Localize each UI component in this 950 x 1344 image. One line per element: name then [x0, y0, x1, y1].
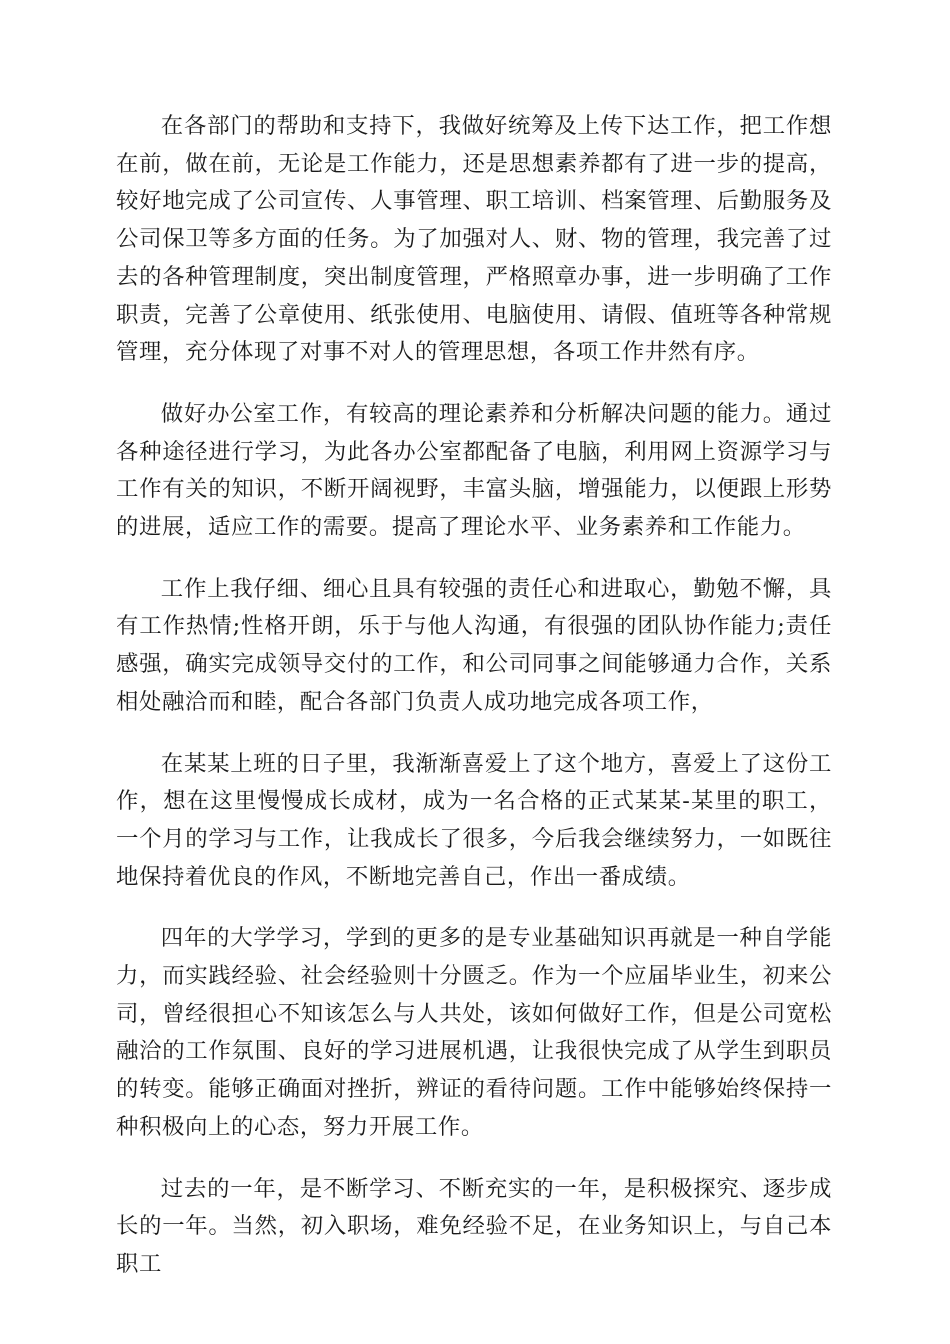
paragraph-1: 在各部门的帮助和支持下，我做好统筹及上传下达工作，把工作想在前，做在前，无论是工作能力，还是思想素养都有了进一步的提高，较好地完成了公司宣传、人事管理、职工培训、档案管理、后勤服务及公司保卫等多方面的任务。为了加强对人、财、物的管理，我完善了过去的各种管理制度，突出制度管理，严格照章办事，进一步明确了工作职责，完善了公章使用、纸张使用、电脑使用、请假、值班等各种常规管理，充分体现了对事不对人的管理思想，各项工作井然有序。: [116, 113, 832, 366]
document-body: [116, 108, 832, 1308]
paragraph-4: 在某某上班的日子里，我渐渐喜爱上了这个地方，喜爱上了这份工作，想在这里慢慢成长成材，成为一名合格的正式某某-某里的职工，一个月的学习与工作，让我成长了很多，今后我会继续努力，一如既往地保持着优良的作风，不断地完善自己，作出一番成绩。: [116, 750, 832, 890]
paragraph-3: 工作上我仔细、细心且具有较强的责任心和进取心，勤勉不懈，具有工作热情;性格开朗，乐于与他人沟通，有很强的团队协作能力;责任感强，确实完成领导交付的工作，和公司同事之间能够通力合作，关系相处融洽而和睦，配合各部门负责人成功地完成各项工作，: [116, 575, 832, 715]
paragraph-5: 四年的大学学习，学到的更多的是专业基础知识再就是一种自学能力，而实践经验、社会经验则十分匮乏。作为一个应届毕业生，初来公司，曾经很担心不知该怎么与人共处，该如何做好工作，但是公司宽松融洽的工作氛围、良好的学习进展机遇，让我很快完成了从学生到职员的转变。能够正确面对挫折，辨证的看待问题。工作中能够始终保持一种积极向上的心态，努力开展工作。: [116, 925, 832, 1140]
paragraph-2: 做好办公室工作，有较高的理论素养和分析解决问题的能力。通过各种途径进行学习，为此各办公室都配备了电脑，利用网上资源学习与工作有关的知识，不断开阔视野，丰富头脑，增强能力，以便跟上形势的进展，适应工作的需要。提高了理论水平、业务素养和工作能力。: [116, 400, 832, 541]
paragraph-6: 过去的一年，是不断学习、不断充实的一年，是积极探究、逐步成长的一年。当然，初入职场，难免经验不足，在业务知识上，与自己本职工: [116, 1175, 832, 1277]
